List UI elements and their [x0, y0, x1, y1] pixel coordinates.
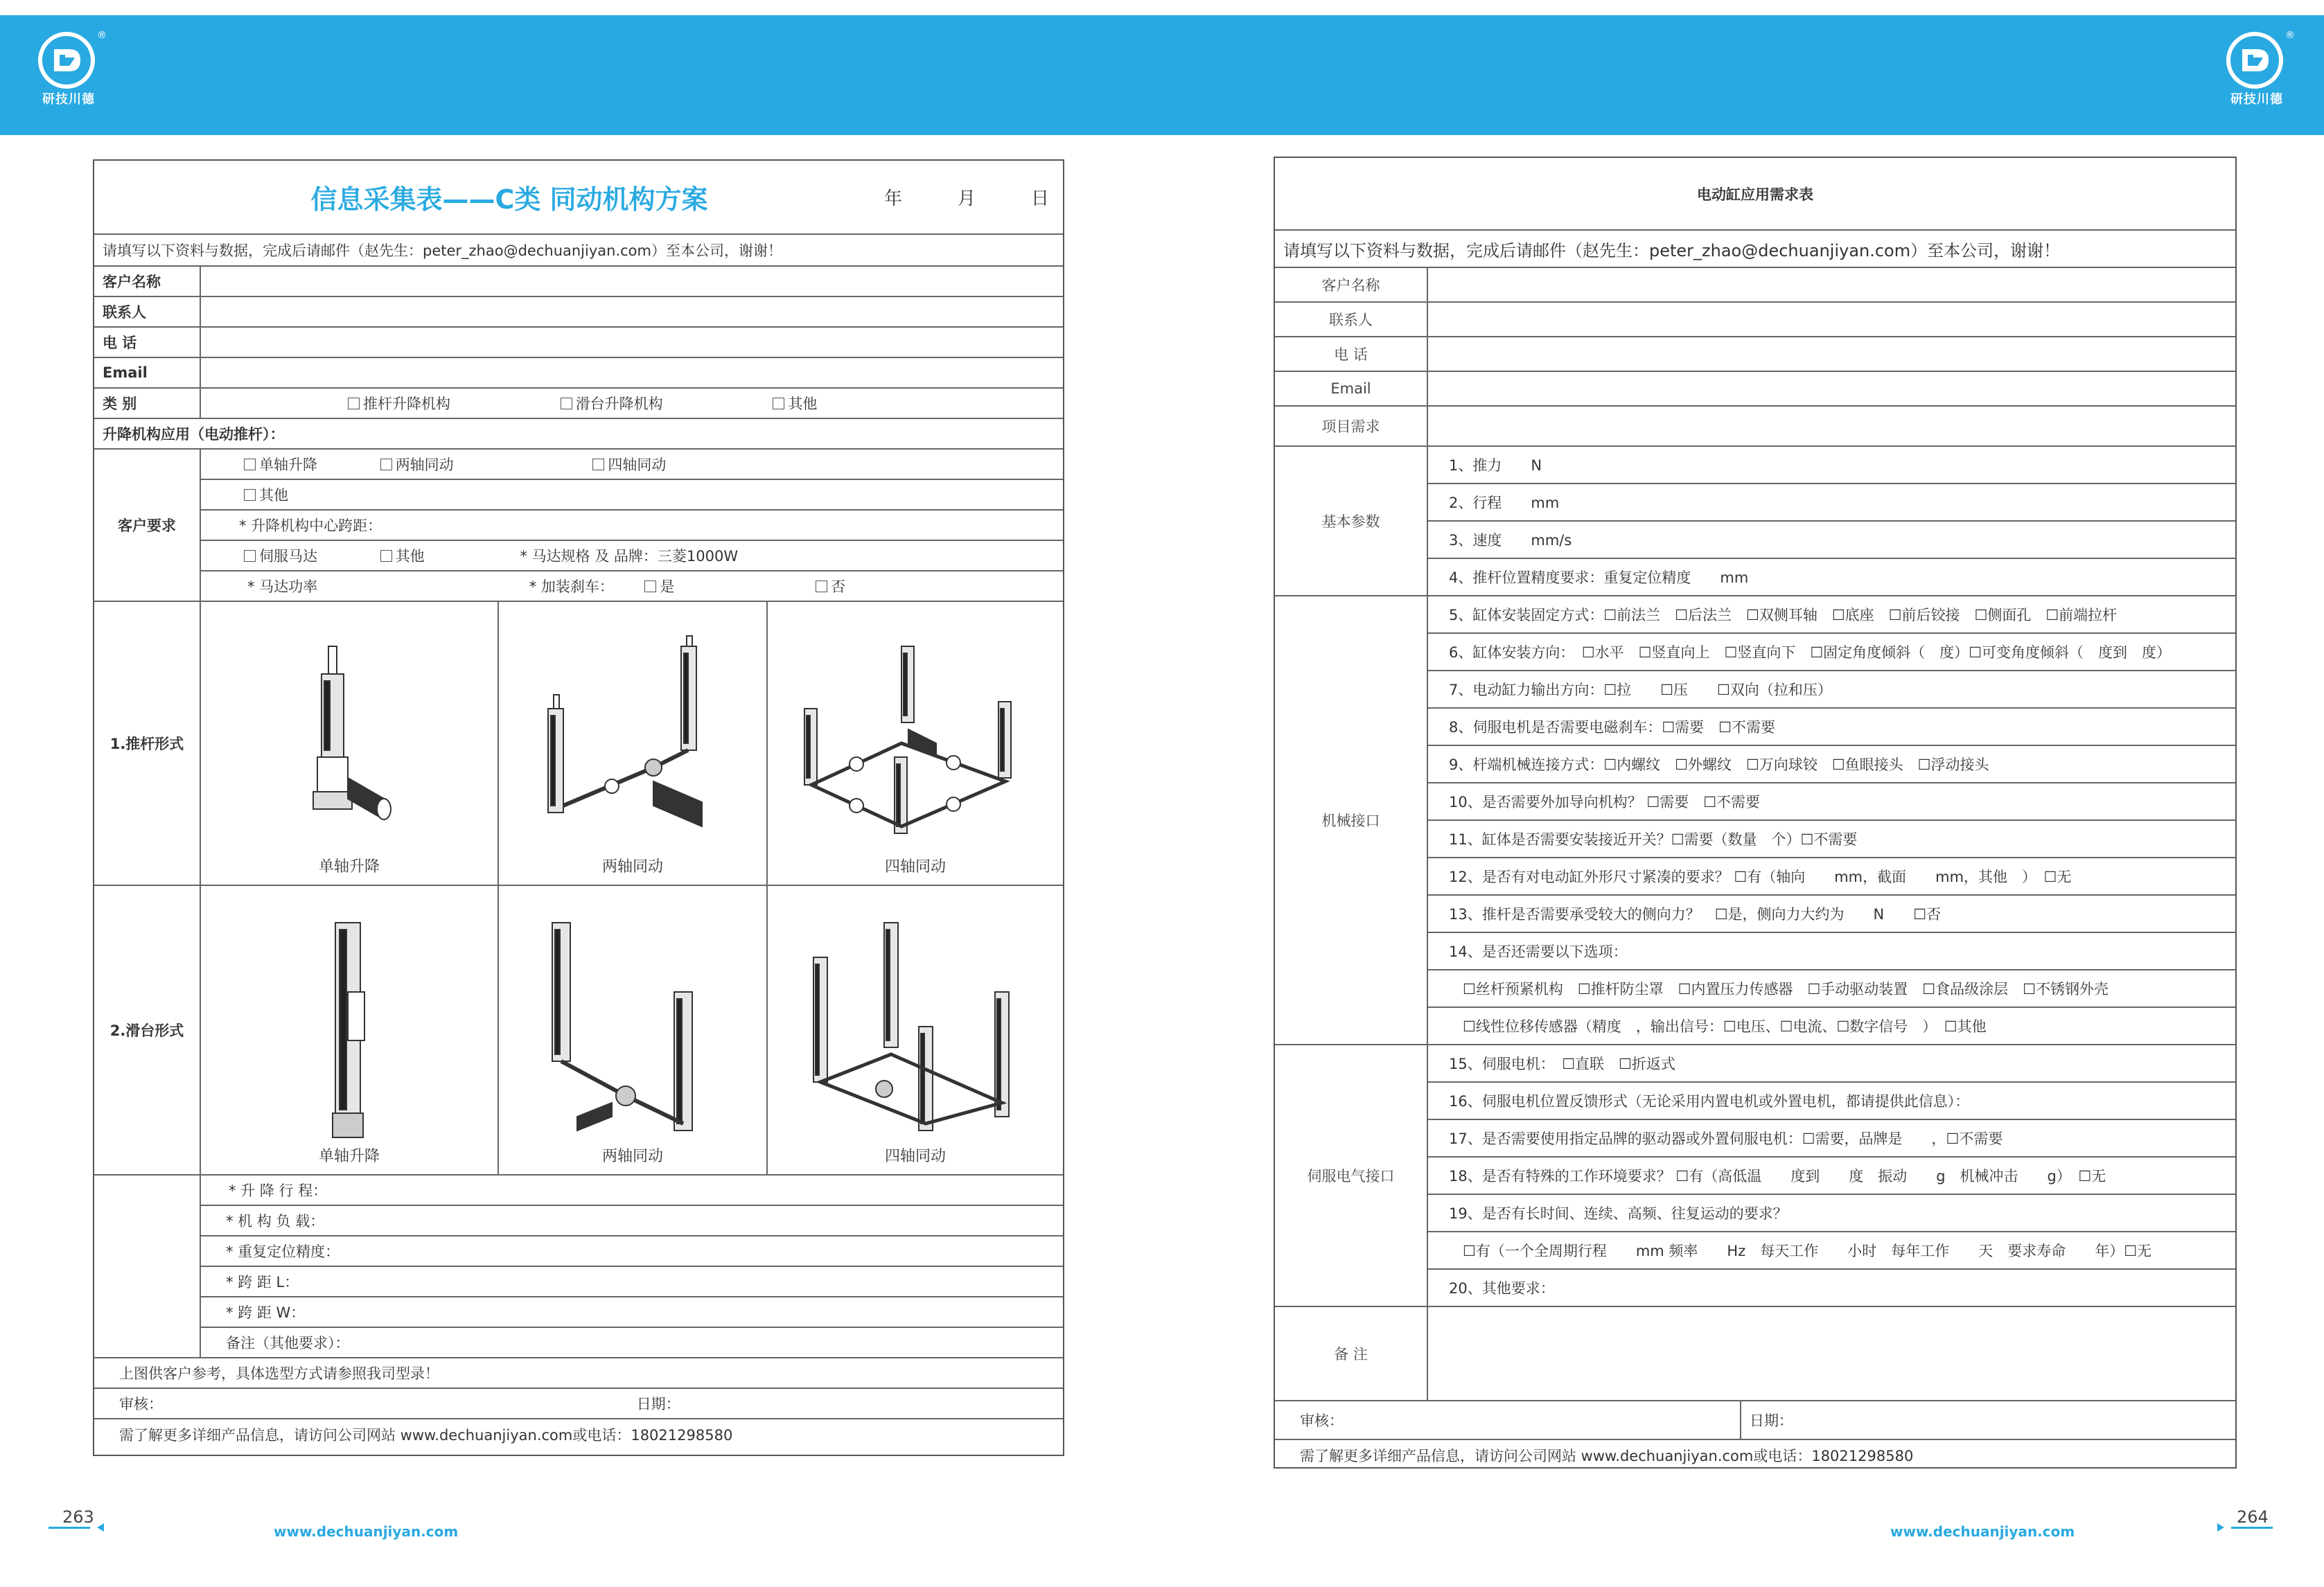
- header-banner: [0, 15, 2324, 135]
- intro-text: 请填写以下资料与数据，完成后请邮件（赵先生：peter_zhao@dechuanjiyan.com）至本公司，谢谢！: [94, 234, 1063, 266]
- website-left[interactable]: www.dechuanjiyan.com: [274, 1523, 459, 1540]
- brand-text: 研技川德: [42, 92, 95, 107]
- opt-other[interactable]: 其他: [244, 484, 288, 505]
- website-right[interactable]: www.dechuanjiyan.com: [1890, 1523, 2075, 1540]
- page-number-left: 263: [62, 1507, 94, 1527]
- item-mounting: 5、缸体安装固定方式：☐前法兰 ☐后法兰 ☐双侧耳轴 ☐底座 ☐前后铰接 ☐侧面孔 ☐前端拉杆: [1427, 596, 2235, 633]
- opt-four-axis[interactable]: 四轴同动: [592, 454, 666, 475]
- item-direction: 6、缸体安装方向： ☐水平 ☐竖直向上 ☐竖直向下 ☐固定角度倾斜（ 度）☐可变角度倾斜（ 度到 度）: [1427, 633, 2235, 671]
- phone-label: 电 话: [94, 327, 200, 357]
- right-customer-label: 客户名称: [1275, 267, 1427, 302]
- left-footer-note: 需了解更多详细产品信息，请访问公司网站 www.dechuanjiyan.com或电话：18021298580: [94, 1419, 1063, 1449]
- arrow-right-icon: [2217, 1523, 2224, 1532]
- email-field[interactable]: [200, 357, 1063, 388]
- item-guide: 10、是否需要外加导向机构？ ☐需要 ☐不需要: [1427, 783, 2235, 820]
- item-other: 20、其他要求：: [1427, 1269, 2235, 1306]
- project-label: 项目需求: [1275, 406, 1427, 446]
- item-brake: 8、伺服电机是否需要电磁刹车：☐需要 ☐不需要: [1427, 708, 2235, 745]
- motor-power-label: * 马达功率: [247, 578, 318, 595]
- item-duty-detail: ☐有（一个全周期行程 mm 频率 Hz 每天工作 小时 每年工作 天 要求寿命 年）☐无: [1427, 1232, 2235, 1269]
- figure-rod-four: [767, 601, 1063, 885]
- right-email-field[interactable]: [1427, 371, 2235, 406]
- category-label: 类 别: [94, 388, 200, 418]
- item-stroke: 2、行程 mm: [1427, 484, 2235, 521]
- item-thrust: 1、推力 N: [1427, 446, 2235, 484]
- mech-interface-label: 机械接口: [1275, 596, 1427, 1045]
- actuator-single-icon: [301, 639, 398, 847]
- item-speed: 3、速度 mm/s: [1427, 521, 2235, 558]
- rod-form-label: 1.推杆形式: [94, 601, 200, 885]
- req-row-axes: [200, 449, 1063, 479]
- slide-four-icon: [801, 916, 1030, 1144]
- checkbox-icon: [380, 459, 392, 470]
- figure-slide-four: [767, 885, 1063, 1175]
- item-force-direction: 7、电动缸力输出方向：☐拉 ☐压 ☐双向（拉和压）: [1427, 671, 2235, 708]
- day-label: 日: [1030, 188, 1049, 209]
- customer-requirement-label: 客户要求: [94, 449, 200, 601]
- page-line-right: [2231, 1527, 2273, 1529]
- param-remarks: 备注（其他要求）：: [200, 1327, 1063, 1358]
- actuator-two-icon: [529, 632, 737, 854]
- reg-mark: ®: [97, 30, 107, 41]
- reg-mark: ®: [2285, 30, 2295, 41]
- motor-spec: * 马达规格 及 品牌：三菱1000W: [520, 548, 739, 565]
- item-options-b: ☐线性位移传感器（精度 ，输出信号：☐电压、☐电流、☐数字信号 ） ☐其他: [1427, 1007, 2235, 1045]
- req-row-other: [200, 479, 1063, 510]
- brand-logo-right: [2226, 30, 2295, 107]
- page-title: 信息采集表——C类 同动机构方案: [310, 184, 708, 215]
- basic-params-label: 基本参数: [1275, 446, 1427, 596]
- review-label: 审核：: [119, 1396, 163, 1412]
- opt-single-axis[interactable]: 单轴升降: [244, 454, 376, 475]
- item-servo-motor: 15、伺服电机： ☐直联 ☐折返式: [1427, 1045, 2235, 1082]
- lift-application-heading: 升降机构应用（电动推杆）：: [94, 418, 1063, 449]
- right-intro-text: 请填写以下资料与数据，完成后请邮件（赵先生：peter_zhao@dechuanjiyan.com）至本公司，谢谢！: [1275, 230, 2235, 267]
- item-duty: 19、是否有长时间、连续、高频、往复运动的要求？: [1427, 1194, 2235, 1232]
- brake-label: * 加装刹车：: [529, 578, 614, 595]
- right-contact-field[interactable]: [1427, 302, 2235, 337]
- category-option-other[interactable]: 其他: [773, 393, 817, 414]
- customer-field[interactable]: [200, 266, 1063, 296]
- right-date-label: 日期：: [1741, 1401, 2235, 1439]
- item-driver-brand: 17、是否需要使用指定品牌的驱动器或外置伺服电机：☐需要，品牌是 ，☐不需要: [1427, 1119, 2235, 1157]
- actuator-four-icon: [791, 632, 1040, 854]
- left-title-cell: [94, 161, 1063, 234]
- checkbox-icon: [816, 580, 827, 592]
- slide-single-icon: [308, 916, 391, 1144]
- logo-mark-icon: [2226, 31, 2284, 89]
- category-options: [200, 388, 1063, 418]
- email-label: Email: [94, 357, 200, 388]
- right-footer-note: 需了解更多详细产品信息，请访问公司网站 www.dechuanjiyan.com或电话：18021298580: [1275, 1439, 2235, 1470]
- right-phone-label: 电 话: [1275, 337, 1427, 371]
- right-review-label: 审核：: [1275, 1401, 1741, 1439]
- date-fields: [884, 161, 1049, 233]
- slide-two-icon: [536, 916, 730, 1144]
- item-precision: 4、推杆位置精度要求：重复定位精度 mm: [1427, 558, 2235, 596]
- category-option-rod[interactable]: 推杆升降机构: [348, 393, 556, 414]
- checkbox-icon: [644, 580, 656, 592]
- checkbox-icon: [380, 550, 392, 562]
- caption-two: 两轴同动: [601, 858, 663, 876]
- left-form: [93, 159, 1064, 1456]
- params-blank-cell: [94, 1175, 200, 1358]
- param-load: * 机 构 负 载：: [200, 1205, 1063, 1236]
- req-row-power: [200, 571, 1063, 601]
- param-stroke: * 升 降 行 程：: [200, 1175, 1063, 1205]
- checkbox-icon: [244, 489, 256, 501]
- item-environment: 18、是否有特殊的工作环境要求？ ☐有（高低温 度到 度 振动 g 机械冲击 g） ☐无: [1427, 1157, 2235, 1194]
- servo-interface-label: 伺服电气接口: [1275, 1045, 1427, 1306]
- param-span-l: * 跨 距 L：: [200, 1266, 1063, 1297]
- page-number-right: 264: [2237, 1507, 2269, 1527]
- item-feedback: 16、伺服电机位置反馈形式（无论采用内置电机或外置电机，都请提供此信息）：: [1427, 1082, 2235, 1119]
- caption-four: 四轴同动: [884, 858, 946, 876]
- year-label: 年: [883, 188, 902, 209]
- item-proximity: 11、缸体是否需要安装接近开关？☐需要（数量 个）☐不需要: [1427, 820, 2235, 858]
- arrow-left-icon: [97, 1523, 104, 1532]
- phone-field[interactable]: [200, 327, 1063, 357]
- item-compact: 12、是否有对电动缸外形尺寸紧凑的要求？ ☐有（轴向 mm，截面 mm，其他 ） ☐无: [1427, 858, 2235, 895]
- customer-label: 客户名称: [94, 266, 200, 296]
- remark-label: 备 注: [1275, 1306, 1427, 1401]
- date-label: 日期：: [636, 1396, 680, 1412]
- month-label: 月: [957, 188, 976, 209]
- review-row: [94, 1388, 1063, 1419]
- item-side-force: 13、推杆是否需要承受较大的侧向力？ ☐是，侧向力大约为 N ☐否: [1427, 895, 2235, 932]
- right-phone-field[interactable]: [1427, 337, 2235, 371]
- right-form: [1274, 157, 2237, 1469]
- left-form-table: [94, 161, 1063, 1449]
- right-contact-label: 联系人: [1275, 302, 1427, 337]
- checkbox-icon: [244, 550, 256, 562]
- opt-motor-other[interactable]: 其他: [380, 545, 516, 566]
- reference-note: 上图供客户参考，具体选型方式请参照我司型录！: [94, 1358, 1063, 1388]
- right-customer-field[interactable]: [1427, 267, 2235, 302]
- item-options-heading: 14、是否还需要以下选项：: [1427, 932, 2235, 970]
- opt-two-axis[interactable]: 两轴同动: [380, 454, 588, 475]
- project-field[interactable]: [1427, 406, 2235, 446]
- opt-brake-yes[interactable]: 是: [644, 576, 811, 596]
- logo-mark-icon: [37, 31, 96, 89]
- figure-rod-single: [200, 601, 498, 885]
- checkbox-icon: [561, 398, 572, 409]
- figure-slide-single: [200, 885, 498, 1175]
- req-row-motor: [200, 540, 1063, 571]
- caption-slide-single: 单轴升降: [318, 1148, 380, 1165]
- opt-brake-no[interactable]: 否: [816, 576, 845, 596]
- caption-slide-four: 四轴同动: [884, 1148, 946, 1165]
- remark-field[interactable]: [1427, 1306, 2235, 1401]
- right-page-title: 电动缸应用需求表: [1275, 158, 2235, 230]
- checkbox-icon: [773, 398, 784, 409]
- caption-slide-two: 两轴同动: [601, 1148, 663, 1165]
- right-form-table: [1275, 158, 2235, 1470]
- figure-slide-two: [498, 885, 767, 1175]
- checkbox-icon: [592, 459, 604, 470]
- slide-form-label: 2.滑台形式: [94, 885, 200, 1175]
- item-options-a: ☐丝杆预紧机构 ☐推杆防尘罩 ☐内置压力传感器 ☐手动驱动装置 ☐食品级涂层 ☐不锈钢外壳: [1427, 970, 2235, 1007]
- item-rod-end: 9、杆端机械连接方式：☐内螺纹 ☐外螺纹 ☐万向球铰 ☐鱼眼接头 ☐浮动接头: [1427, 745, 2235, 783]
- category-option-slide[interactable]: 滑台升降机构: [561, 393, 768, 414]
- right-email-label: Email: [1275, 371, 1427, 406]
- checkbox-icon: [348, 398, 360, 409]
- page-line-left: [49, 1527, 90, 1529]
- checkbox-icon: [244, 459, 256, 470]
- param-span-w: * 跨 距 W：: [200, 1297, 1063, 1327]
- contact-field[interactable]: [200, 296, 1063, 327]
- center-span-label: * 升降机构中心跨距：: [200, 510, 1063, 540]
- param-repeatability: * 重复定位精度：: [200, 1236, 1063, 1266]
- figure-rod-two: [498, 601, 767, 885]
- brand-text: 研技川德: [2230, 92, 2283, 107]
- brand-logo-left: [37, 30, 107, 107]
- opt-servo-motor[interactable]: 伺服马达: [244, 545, 376, 566]
- caption-single: 单轴升降: [318, 858, 380, 876]
- contact-label: 联系人: [94, 296, 200, 327]
